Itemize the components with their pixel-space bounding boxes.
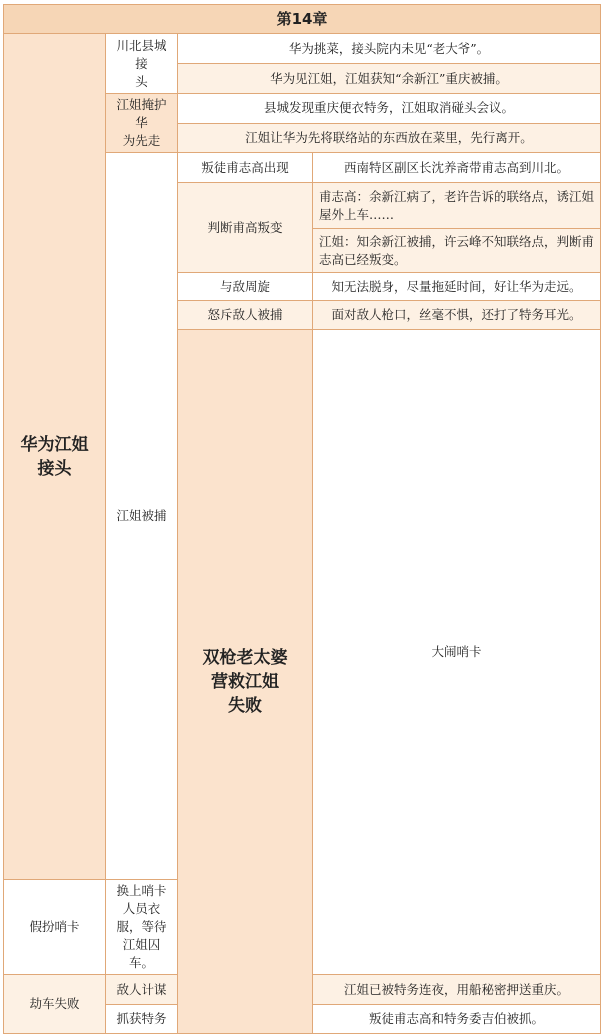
event-label-circle: 与敌周旋 bbox=[178, 273, 313, 301]
event-text-circle: 知无法脱身，尽量拖延时间，好让华为走远。 bbox=[313, 273, 601, 301]
group-label-hijack: 劫车失败 bbox=[4, 975, 106, 1034]
event-label-capture: 抓获特务 bbox=[106, 1005, 178, 1034]
event-text-traitor: 西南特区副区长沈养斋带甫志高到川北。 bbox=[313, 153, 601, 183]
group-label-arrest: 江姐被捕 bbox=[106, 153, 178, 880]
event-label-arrest: 怒斥敌人被捕 bbox=[178, 301, 313, 330]
section-b-title: 双枪老太婆 营救江姐 失败 bbox=[178, 330, 313, 1034]
cover-row-2: 江姐让华为先将联络站的东西放在菜里，先行离开。 bbox=[178, 123, 601, 153]
event-text-judge-1: 甫志高：余新江病了，老许告诉的联络点，诱江姐屋外上车…… bbox=[313, 183, 601, 229]
chapter-summary-table bbox=[3, 4, 601, 1034]
section-a-title: 华为江姐 接头 bbox=[4, 34, 106, 880]
group-label-meeting: 川北县城接 头 bbox=[106, 34, 178, 94]
event-label-traitor: 叛徒甫志高出现 bbox=[178, 153, 313, 183]
event-label-fake: 假扮哨卡 bbox=[4, 880, 106, 975]
event-text-trick: 江姐已被特务连夜，用船秘密押送重庆。 bbox=[313, 975, 601, 1005]
event-text-arrest: 面对敌人枪口，丝毫不惧，还打了特务耳光。 bbox=[313, 301, 601, 330]
group-label-checkpoint: 大闹哨卡 bbox=[313, 330, 601, 975]
header-row bbox=[4, 5, 601, 34]
event-text-judge-2: 江姐：知余新江被捕，许云峰不知联络点，判断甫志高已经叛变。 bbox=[313, 229, 601, 273]
event-text-fake: 换上哨卡人员衣服，等待江姐囚车。 bbox=[106, 880, 178, 975]
cover-row-1: 县城发现重庆便衣特务，江姐取消碰头会议。 bbox=[178, 94, 601, 124]
table-row bbox=[4, 34, 601, 64]
event-label-judge: 判断甫高叛变 bbox=[178, 183, 313, 273]
meeting-row-2: 华为见江姐，江姐获知“余新江”重庆被捕。 bbox=[178, 64, 601, 94]
event-text-capture: 叛徒甫志高和特务委吉伯被抓。 bbox=[313, 1005, 601, 1034]
chapter-header: 第14章 bbox=[4, 5, 601, 34]
event-label-trick: 敌人计谋 bbox=[106, 975, 178, 1005]
group-label-cover: 江姐掩护华 为先走 bbox=[106, 94, 178, 153]
meeting-row-1: 华为挑菜，接头院内未见“老大爷”。 bbox=[178, 34, 601, 64]
